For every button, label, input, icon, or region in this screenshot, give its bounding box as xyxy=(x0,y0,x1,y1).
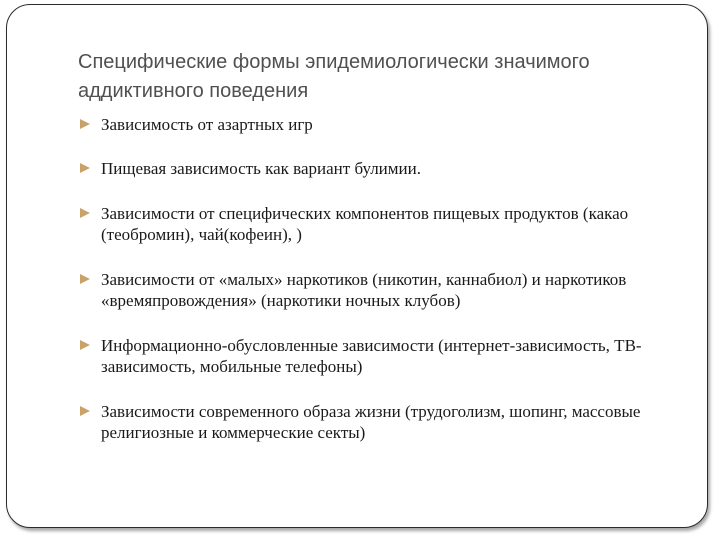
list-item xyxy=(80,158,680,179)
list-item-text: Зависимость от азартных игр xyxy=(101,115,313,134)
bullet-triangle-icon xyxy=(80,274,90,284)
list-item-text: Зависимости от специфических компонентов пищевых продуктов (какао (теобромин), чай(кофеин), ) xyxy=(101,204,629,244)
bullet-triangle-icon xyxy=(80,163,90,173)
list-item-text: Зависимости от «малых» наркотиков (никотин, каннабиол) и наркотиков «времяпровождения» (наркотики ночных клубов) xyxy=(101,270,627,310)
bullet-list xyxy=(80,114,680,443)
bullet-triangle-icon xyxy=(80,119,90,129)
list-item-text: Информационно-обусловленные зависимости (интернет-зависимость, ТВ-зависимость, мобильные телефоны) xyxy=(101,336,642,376)
list-item xyxy=(80,335,680,377)
slide-title: Специфические формы эпидемиологически значимого аддиктивного поведения xyxy=(78,51,590,102)
bullet-triangle-icon xyxy=(80,208,90,218)
list-item xyxy=(80,203,680,245)
list-item-text: Зависимости современного образа жизни (трудоголизм, шопинг, массовые религиозные и коммерческие секты) xyxy=(101,402,641,442)
list-item xyxy=(80,269,680,311)
bullet-triangle-icon xyxy=(80,406,90,416)
list-item xyxy=(80,401,680,443)
list-item xyxy=(80,114,680,135)
list-item-text: Пищевая зависимость как вариант булимии. xyxy=(101,159,421,178)
bullet-triangle-icon xyxy=(80,340,90,350)
